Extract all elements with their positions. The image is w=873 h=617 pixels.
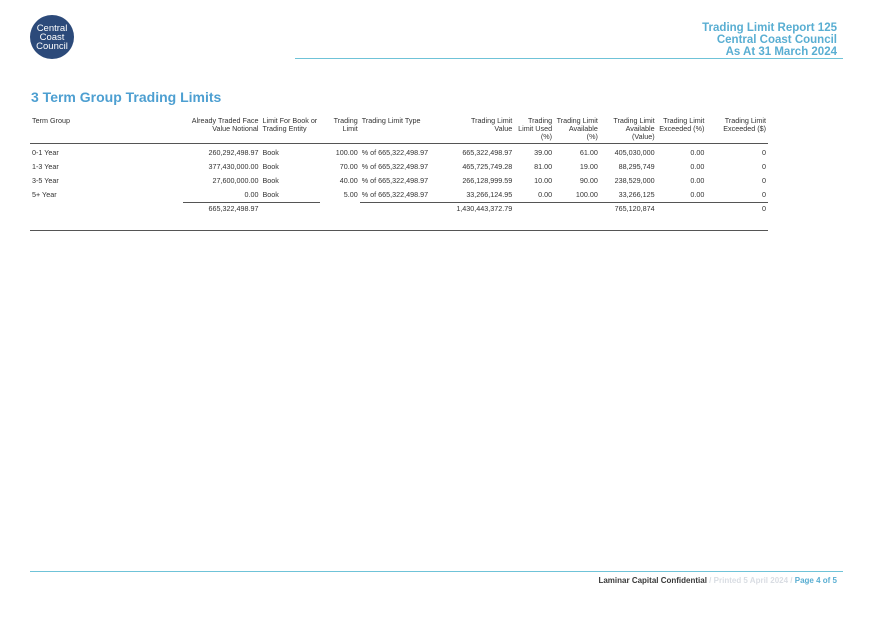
- cell-used: 81.00: [534, 162, 553, 171]
- cell-used: 10.00: [534, 176, 553, 185]
- total-available-value: 765,120,874: [600, 203, 657, 216]
- footer-confidential: Laminar Capital Confidential: [598, 576, 707, 585]
- cell-trading-limit: 40.00: [339, 176, 358, 185]
- cell-exceeded-value: 0: [762, 148, 766, 157]
- logo-text-line3: Council: [36, 40, 68, 52]
- report-header: [702, 22, 837, 58]
- cell-term-group: 1-3 Year: [32, 162, 59, 171]
- total-spacer: [360, 203, 455, 216]
- cell-term-group: 3-5 Year: [32, 176, 59, 185]
- cell-term-group: 5+ Year: [32, 190, 57, 200]
- total-trading-limit-value: 1,430,443,372.79: [456, 204, 513, 213]
- cell-limit-for: Book: [262, 176, 279, 185]
- col-available-value: Trading Limit Available (Value): [613, 116, 655, 141]
- cell-term-group: 0-1 Year: [32, 148, 59, 157]
- cell-trading-limit-type: % of 665,322,498.97: [361, 148, 429, 157]
- cell-limit-for: Book: [262, 190, 279, 199]
- cell-trading-limit-value: 665,322,498.97: [462, 148, 513, 157]
- footer-divider: [30, 571, 843, 572]
- total-spacer: [320, 203, 360, 216]
- cell-limit-for: Book: [262, 148, 279, 157]
- cell-exceeded-pct: 0.00: [690, 162, 705, 171]
- table-row: [30, 174, 768, 188]
- col-term-group: Term Group: [32, 116, 70, 125]
- cell-trading-limit-type: % of 665,322,498.97: [361, 176, 429, 185]
- total-spacer: [657, 203, 707, 216]
- cell-available-pct: 90.00: [579, 176, 598, 185]
- cell-trading-limit-type: % of 665,322,498.97: [361, 190, 429, 199]
- footer-printed-date: Printed 5 April 2024: [713, 576, 789, 585]
- cell-limit-for: Book: [262, 162, 279, 171]
- cell-already-traded: 377,430,000.00: [208, 162, 259, 171]
- trading-limits-table: [30, 117, 768, 215]
- cell-exceeded-pct: 0.00: [690, 190, 705, 199]
- cell-trading-limit-value: 266,128,999.59: [462, 176, 513, 185]
- total-spacer: [554, 203, 600, 216]
- col-exceeded-pct: Trading Limit Exceeded (%): [659, 116, 705, 133]
- cell-exceeded-pct: 0.00: [690, 176, 705, 185]
- cell-available-pct: 19.00: [579, 162, 598, 171]
- cell-used: 39.00: [534, 148, 553, 157]
- cell-available-value: 88,295,749: [618, 162, 655, 171]
- cell-trading-limit: 100.00: [335, 148, 358, 157]
- cell-already-traded: 260,292,498.97: [208, 148, 259, 157]
- col-trading-limit: Trading Limit: [333, 116, 358, 133]
- cell-already-traded: 0.00: [244, 190, 259, 199]
- table-bottom-divider: [30, 230, 768, 231]
- cell-trading-limit: 70.00: [339, 162, 358, 171]
- header-divider: [295, 58, 843, 59]
- cell-available-value: 33,266,125: [618, 190, 655, 199]
- cell-trading-limit-type: % of 665,322,498.97: [361, 162, 429, 171]
- table-row: [30, 160, 768, 174]
- cell-available-value: 405,030,000: [614, 148, 655, 157]
- total-already-traded: 665,322,498.97: [183, 203, 261, 216]
- cell-trading-limit: 5.00: [343, 190, 358, 200]
- table-header-row: [30, 117, 768, 144]
- col-used: Trading Limit Used (%): [518, 116, 553, 141]
- footer-page-number: Page 4 of 5: [794, 576, 837, 585]
- total-spacer: [514, 203, 554, 216]
- cell-used: 0.00: [538, 190, 553, 199]
- col-available-pct: Trading Limit Available (%): [556, 116, 598, 141]
- col-exceeded-value: Trading Limit Exceeded ($): [723, 116, 766, 133]
- table-totals-row: [30, 203, 768, 216]
- report-title: Trading Limit Report 125: [702, 22, 837, 34]
- logo-text-line2: Coast: [39, 31, 65, 43]
- cell-exceeded-value: 0: [762, 190, 766, 199]
- table-row: [30, 188, 768, 203]
- col-trading-limit-type: Trading Limit Type: [361, 116, 421, 125]
- total-spacer: [30, 203, 183, 216]
- logo-text-line1: Central: [36, 22, 68, 34]
- footer-separator: /: [790, 576, 793, 585]
- total-exceeded-value: 0: [706, 203, 768, 216]
- cell-trading-limit-value: 465,725,749.28: [462, 162, 513, 171]
- cell-exceeded-value: 0: [762, 176, 766, 185]
- cell-available-value: 238,529,000: [614, 176, 655, 185]
- col-trading-limit-value: Trading Limit Value: [471, 116, 513, 133]
- col-already-traded: Already Traded Face Value Notional: [191, 116, 259, 133]
- total-spacer: [260, 203, 319, 216]
- section-title: 3 Term Group Trading Limits: [31, 89, 222, 105]
- cell-available-pct: 100.00: [575, 190, 598, 199]
- page-footer: [598, 576, 837, 585]
- footer-separator: /: [709, 576, 712, 585]
- cell-already-traded: 27,600,000.00: [212, 176, 259, 185]
- report-date: As At 31 March 2024: [725, 46, 837, 58]
- council-logo: [30, 15, 74, 59]
- cell-available-pct: 61.00: [579, 148, 598, 157]
- table-row: [30, 144, 768, 161]
- cell-exceeded-value: 0: [762, 162, 766, 171]
- col-limit-for: Limit For Book or Trading Entity: [262, 116, 318, 133]
- report-organisation: Central Coast Council: [716, 34, 837, 46]
- cell-trading-limit-value: 33,266,124.95: [466, 190, 513, 199]
- cell-exceeded-pct: 0.00: [690, 148, 705, 157]
